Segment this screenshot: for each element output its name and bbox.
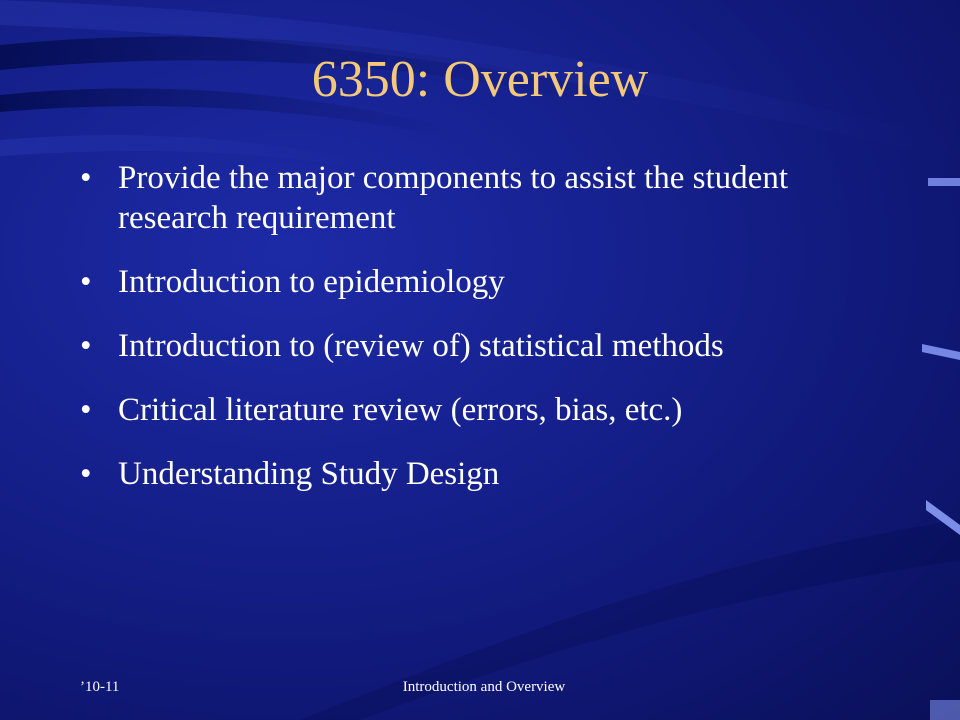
bullet-text: Introduction to (review of) statistical methods [118, 328, 724, 364]
bullet-icon: • [80, 328, 92, 364]
bullet-item [80, 158, 880, 238]
bullet-icon: • [80, 264, 92, 300]
bullet-item [80, 326, 880, 366]
bullet-text: Introduction to epidemiology [118, 264, 505, 300]
bullet-list [80, 158, 880, 518]
bullet-text: Provide the major components to assist the student research requirement [118, 160, 788, 236]
footer-title: Introduction and Overview [402, 679, 566, 695]
bullet-icon: • [80, 392, 92, 428]
bullet-icon: • [80, 456, 92, 492]
footer-date: ’10-11 [80, 679, 120, 695]
bullet-item [80, 390, 880, 430]
bullet-text: Understanding Study Design [118, 456, 500, 492]
bullet-text: Critical literature review (errors, bias, etc.) [118, 392, 683, 428]
bullet-item [80, 454, 880, 494]
bullet-icon: • [80, 160, 92, 196]
slide-title: 6350: Overview [311, 51, 649, 108]
bullet-item [80, 262, 880, 302]
